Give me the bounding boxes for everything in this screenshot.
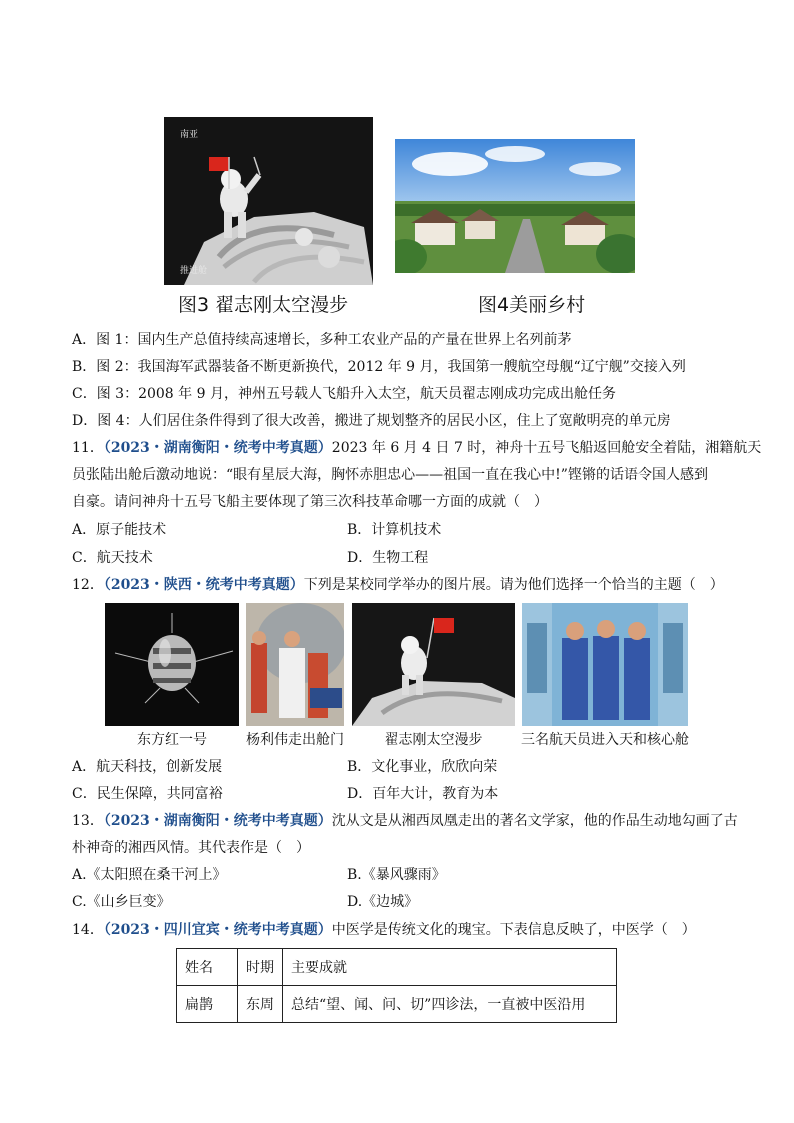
q12-image-caption-2: 杨利伟走出舱门 xyxy=(246,732,344,748)
q11-stem-line2: 员张陆出舱后激动地说：“眼有星辰大海，胸怀赤胆忠心——祖国一直在我心中!”铿锵的话语令国人感到 xyxy=(72,467,708,483)
overlay-text-bottom: 推进舱 xyxy=(180,266,208,276)
q12-option-b: B．文化事业，欣欣向荣 xyxy=(347,759,498,775)
q13-option-a: A.《太阳照在桑干河上》 xyxy=(72,867,227,883)
table-cell-name: 扁鹊 xyxy=(177,986,238,1023)
q11-option-b: B．计算机技术 xyxy=(347,522,442,538)
q14-number: 14． xyxy=(72,922,104,938)
photo-yang-liwei xyxy=(246,603,344,726)
table-row xyxy=(177,986,617,1023)
q13-number: 13． xyxy=(72,813,104,829)
q13-stem-text: 沈从文是从湘西凤凰走出的著名文学家，他的作品生动地勾画了古 xyxy=(331,813,738,829)
q12-image-caption-4: 三名航天员进入天和核心舱 xyxy=(521,732,689,748)
q11-option-c: C．航天技术 xyxy=(72,550,153,566)
figure-3-caption: 图3 翟志刚太空漫步 xyxy=(178,294,349,316)
q13-stem-line2: 朴神奇的湘西风情。其代表作是（ ） xyxy=(72,840,310,856)
q12-source: （2023・陕西・统考中考真题） xyxy=(103,577,304,593)
q12-option-c: C．民生保障，共同富裕 xyxy=(72,786,223,802)
table-cell-period: 东周 xyxy=(238,986,283,1023)
q14-stem-text: 中医学是传统文化的瑰宝。下表信息反映了，中医学（ ） xyxy=(331,922,696,938)
table-header-name: 姓名 xyxy=(177,949,238,986)
q10-option-a: A．图 1：国内生产总值持续高速增长，多种工农业产品的产量在世界上名列前茅 xyxy=(72,332,572,348)
q12-stem-text: 下列是某校同学举办的图片展。请为他们选择一个恰当的主题（ ） xyxy=(303,577,724,593)
q10-option-d: D．图 4：人们居住条件得到了很大改善，搬进了规划整齐的居民小区，住上了宽敞明亮的单元房 xyxy=(72,413,671,429)
q11-stem-line1 xyxy=(72,438,761,458)
q12-option-d: D．百年大计，教育为本 xyxy=(347,786,499,802)
q12-image-caption-3: 翟志刚太空漫步 xyxy=(384,732,483,748)
photo-astronaut-spacewalk xyxy=(164,117,373,285)
q13-stem-line1 xyxy=(72,811,738,831)
photo-zhai-zhigang xyxy=(352,603,515,726)
overlay-text-top: 南亚 xyxy=(180,130,199,140)
table-header-achievement: 主要成就 xyxy=(283,949,617,986)
q11-stem-text: 2023 年 6 月 4 日 7 时，神舟十五号飞船返回舱安全着陆，湘籍航天 xyxy=(331,440,762,456)
q10-option-b: B．图 2：我国海军武器装备不断更新换代，2012 年 9 月，我国第一艘航空母舰“辽宁舰”交接入列 xyxy=(72,359,686,375)
q13-option-b: B.《暴风骤雨》 xyxy=(347,867,446,883)
q12-number: 12． xyxy=(72,577,104,593)
figure-4-caption: 图4美丽乡村 xyxy=(478,294,586,316)
q12-image-caption-1: 东方红一号 xyxy=(137,732,207,748)
q13-option-c: C.《山乡巨变》 xyxy=(72,894,171,910)
q11-option-a: A．原子能技术 xyxy=(72,522,167,538)
q11-number: 11． xyxy=(72,440,104,456)
q11-option-d: D．生物工程 xyxy=(347,550,429,566)
photo-dongfanghong-satellite xyxy=(105,603,239,726)
q11-source: （2023・湖南衡阳・统考中考真题） xyxy=(103,440,332,456)
q13-option-d: D.《边城》 xyxy=(347,894,419,910)
q14-stem xyxy=(72,920,696,940)
q14-source: （2023・四川宜宾・统考中考真题） xyxy=(103,922,332,938)
q11-stem-line3: 自豪。请问神舟十五号飞船主要体现了第三次科技革命哪一方面的成就（ ） xyxy=(72,494,548,510)
photo-tianhe-core-module xyxy=(522,603,688,726)
table-header-row xyxy=(177,949,617,986)
q12-option-a: A．航天科技，创新发展 xyxy=(72,759,223,775)
q10-option-c: C．图 3：2008 年 9 月，神州五号载人飞船升入太空，航天员翟志刚成功完成出舱任务 xyxy=(72,386,616,402)
table-header-period: 时期 xyxy=(238,949,283,986)
q12-stem xyxy=(72,575,724,595)
photo-beautiful-village xyxy=(395,139,635,273)
q13-source: （2023・湖南衡阳・统考中考真题） xyxy=(103,813,332,829)
q14-info-table xyxy=(176,948,617,1023)
table-cell-achievement: 总结“望、闻、问、切”四诊法，一直被中医沿用 xyxy=(283,986,617,1023)
